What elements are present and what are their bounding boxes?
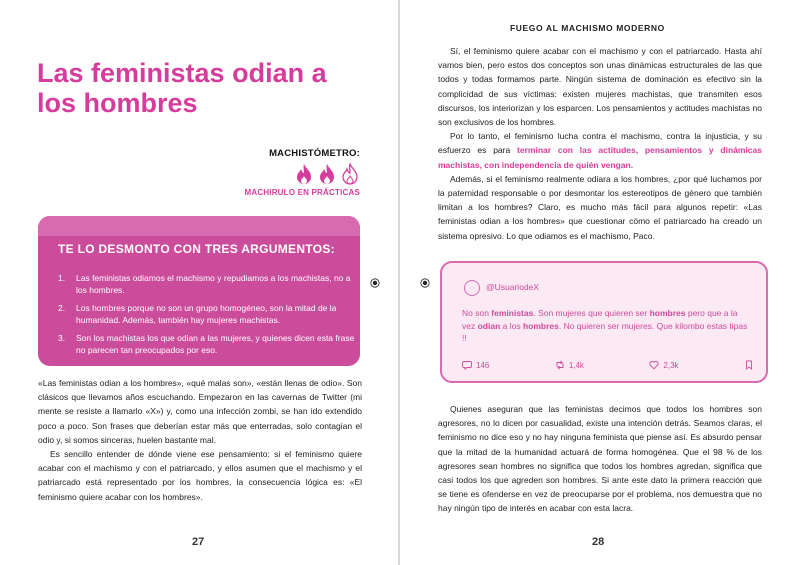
page-number: 28 (592, 536, 605, 548)
retweet-count: 1,4k (568, 360, 584, 370)
tweet-text-part: . No quieren ser mujeres. Que kilombo estas tipas !! (462, 320, 748, 343)
chapter-title: Las feministas odian a los hombres (37, 58, 327, 118)
argument-text: Los hombres porque no son un grupo homogéneo, son la mitad de la humanidad. Además, también hay mujeres machistas. (76, 303, 337, 325)
meter-label: MACHISTÓMETRO: (269, 148, 360, 159)
arguments-box-title: TE LO DESMONTO CON TRES ARGUMENTOS: (58, 242, 335, 256)
paragraph (438, 129, 762, 172)
tweet-bold-word: hombres (649, 308, 686, 318)
tweet-text-part: No son (462, 308, 492, 318)
like-action (649, 360, 678, 370)
meter-flames (244, 163, 360, 185)
reply-action (462, 360, 489, 370)
flame-icon (317, 163, 337, 185)
retweet-action (555, 360, 584, 370)
meter-caption: MACHIRULO EN PRÁCTICAS (244, 188, 360, 197)
tweet-bold-word: odian (477, 320, 501, 331)
tweet-bold-word: feministas (491, 308, 534, 318)
tweet-text-part: pero que a la vez (462, 308, 738, 331)
right-page (400, 0, 800, 565)
argument-item (58, 332, 358, 356)
paragraph: Quienes aseguran que las feministas decimos que todos los hombres son agresores, no lo dicen por casualidad, existe una intención detrás. Seamos claras, el feminismo no dice eso y no hay ninguna feminista que piense así. Es absurdo pensar que la mitad de la humanidad actuará de forma homogénea. Que el 98 % de los agresores sean hombres no significa que todos los hombres agredan, significa que casi todos los que agreden son hombres. Si ante este dato la primera reacción que se tiene es ofenderse en vez de preocuparse por el problema, nos demuestra que no hay ningún tipo de interés en acabar con esta lacra. (438, 404, 762, 514)
arguments-box-header (38, 216, 360, 236)
arguments-box (38, 216, 360, 366)
running-header: FUEGO AL MACHISMO MODERNO (510, 23, 665, 33)
argument-text: Son los machistas los que odian a las mujeres, y quienes dicen esta frase no parecen tan preocupados por eso. (76, 333, 355, 355)
paragraph: Es sencillo entender de dónde viene ese pensamiento: si el feminismo quiere acabar con el machismo y con el patriarcado, y ellos asumen que el machismo y el patriarcado está representado por los hombres, la consecuencia lógica es: «El feminismo quiere acabar con los hombres». (38, 449, 362, 502)
tweet-text (462, 307, 752, 345)
bookmark-icon (744, 360, 754, 370)
argument-number: 1. (58, 273, 66, 283)
avatar (464, 280, 480, 296)
tweet-handle: @UsuariodeX (486, 282, 540, 292)
reply-icon (462, 360, 472, 370)
highlighted-text: terminar con las actitudes, pensamientos y dinámicas machistas, con independencia de quién vengan. (438, 145, 762, 170)
tweet-text-part: . Son mujeres que quieren ser (533, 308, 650, 318)
paragraph-text: Por lo tanto, el feminismo lucha contra el machismo, contra la injusticia, y su esfuerzo es para (438, 131, 762, 156)
tweet-card (440, 261, 768, 383)
paragraph: Además, si el feminismo realmente odiara a los hombres, ¿por qué luchamos por la paternidad responsable o por desmontar los estereotipos de género que también limitan a los hombres? Claro, es mucho más fácil para algunos repetir: «Las feministas odian a los hombres» que cuestionar cómo el patriarcado ha creado un sistema opresivo. Lo que odiamos es el machismo, Paco. (438, 173, 762, 241)
paragraph: «Las feministas odian a los hombres», «qué malas son», «están llenas de odio». Son clásicos que llevamos años escuchando. Empezaron en las cavernas de Twitter (mi mente se resiste a llamarlo «X») y, como una infección zombi, se han ido extendido poco a poco. Son frases que deberían estar más que enterradas, solo contagian el odio y, si somos sinceras, huelen bastante mal. (38, 378, 362, 445)
like-count: 2,3k (663, 360, 679, 370)
argument-number: 2. (58, 303, 66, 313)
bookmark-action (744, 360, 754, 370)
reply-count: 146 (476, 360, 490, 370)
left-body-text (38, 376, 362, 504)
tweet-actions (462, 360, 754, 370)
machistometro (244, 148, 360, 197)
argument-item (58, 272, 358, 296)
paragraph: Sí, el feminismo quiere acabar con el machismo y con el patriarcado. Hasta ahí vamos bien, pero estos dos conceptos son unas dinámicas estructurales de las que todos y todas formamos parte. Ningún sistema de dominación es efectivo sin la complicidad de sus víctimas: existen mujeres machistas, que transmiten esos discursos, los interiorizan y los esparcen. Los pensamientos y actitudes machistas no son exclusivos de los hombres. (438, 46, 762, 128)
page-number: 27 (192, 536, 205, 548)
registration-mark-icon (370, 278, 380, 288)
heart-icon (649, 360, 659, 370)
argument-number: 3. (58, 333, 66, 343)
retweet-icon (555, 360, 565, 370)
right-body-text-top (438, 44, 762, 243)
arguments-list (58, 272, 358, 362)
tweet-bold-word: hombres (522, 320, 559, 331)
right-body-text-bottom (438, 402, 762, 516)
argument-text: Las feministas odiamos el machismo y repudiamos a los machistas, no a los hombres. (76, 273, 351, 295)
registration-mark-icon (420, 278, 430, 288)
flame-outline-icon (340, 163, 360, 185)
left-page (0, 0, 398, 565)
flame-icon (294, 163, 314, 185)
tweet-text-part: a los (500, 320, 523, 331)
argument-item (58, 302, 358, 326)
